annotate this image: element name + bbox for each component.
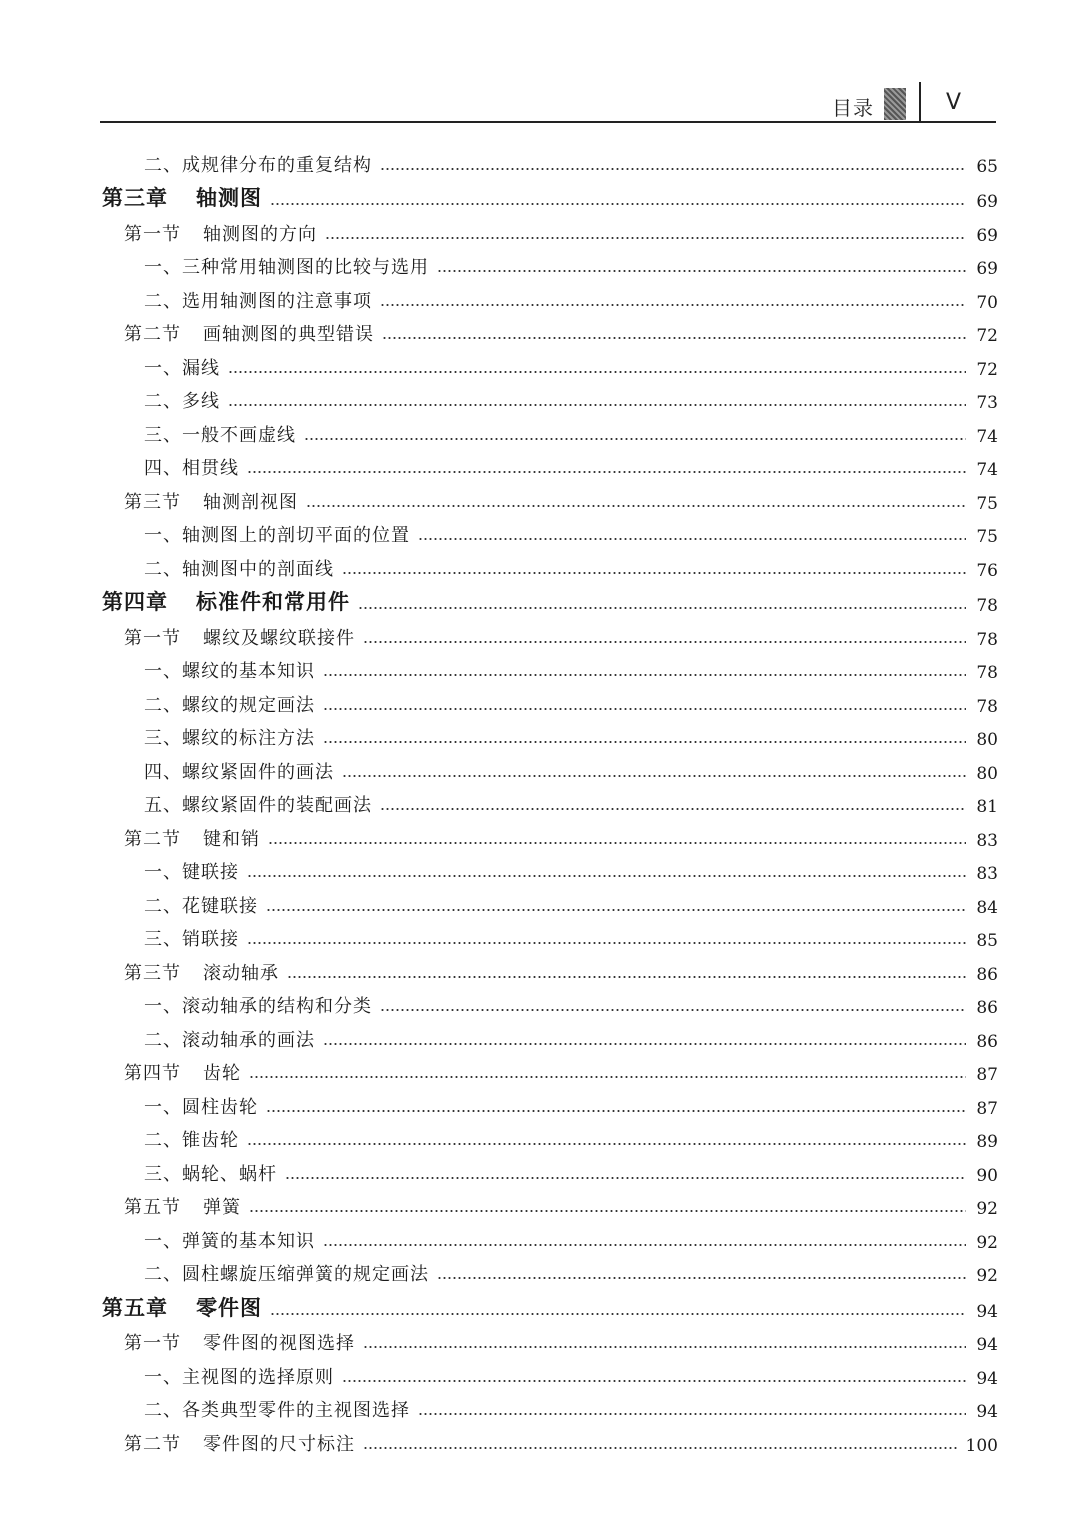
toc-entry-number: 第二节 xyxy=(124,324,181,345)
toc-page-number: 72 xyxy=(976,359,998,380)
toc-page-number: 74 xyxy=(976,426,998,447)
dot-leader xyxy=(358,605,966,611)
toc-entry-number: 第一节 xyxy=(124,1333,181,1354)
toc-entry-item[interactable] xyxy=(102,754,998,788)
toc-entry-label xyxy=(102,521,410,547)
header-divider xyxy=(919,82,921,122)
toc-entry-label xyxy=(102,724,315,750)
dot-leader xyxy=(380,806,966,812)
toc-entry-section[interactable] xyxy=(102,1326,998,1360)
toc-page-number: 89 xyxy=(976,1132,998,1152)
toc-entry-title: 螺纹及螺纹联接件 xyxy=(203,627,355,649)
toc-entry-number: 二、 xyxy=(144,1029,182,1051)
toc-entry-title: 各类典型零件的主视图选择 xyxy=(182,1400,410,1421)
dot-leader xyxy=(247,1141,966,1147)
toc-page-number: 65 xyxy=(976,156,998,177)
dot-leader xyxy=(306,503,966,509)
toc-page-number: 78 xyxy=(976,596,998,616)
toc-entry-label xyxy=(102,421,296,447)
toc-entry-label xyxy=(102,624,355,650)
toc-entry-title: 螺纹的基本知识 xyxy=(182,661,315,682)
dot-leader xyxy=(323,1041,966,1047)
dot-leader xyxy=(270,1311,966,1317)
toc-entry-item[interactable] xyxy=(102,922,998,956)
toc-entry-title: 锥齿轮 xyxy=(182,1130,239,1151)
toc-page-number: 73 xyxy=(976,393,998,413)
toc-entry-label xyxy=(102,220,317,246)
toc-entry-item[interactable] xyxy=(102,687,998,721)
toc-entry-item[interactable] xyxy=(102,788,998,822)
toc-entry-number: 第五节 xyxy=(124,1197,181,1218)
toc-entry-number: 一、 xyxy=(144,1096,182,1118)
dot-leader xyxy=(287,974,966,980)
toc-page-number: 80 xyxy=(976,730,998,750)
toc-entry-label xyxy=(102,287,372,313)
toc-entry-label xyxy=(102,555,334,581)
header-rule xyxy=(100,121,996,123)
dot-leader xyxy=(380,166,966,172)
toc-entry-item[interactable] xyxy=(102,250,998,284)
toc-page-number: 83 xyxy=(976,830,998,851)
toc-entry-number: 第五章 xyxy=(102,1295,168,1320)
dot-leader xyxy=(268,840,966,846)
toc-page-number: 92 xyxy=(976,1232,998,1253)
toc-entry-title: 多线 xyxy=(182,391,220,412)
toc-entry-title: 零件图 xyxy=(196,1295,262,1320)
toc-entry-number: 第三节 xyxy=(124,962,181,984)
toc-entry-section[interactable] xyxy=(102,317,998,351)
toc-page-number: 74 xyxy=(976,460,998,480)
toc-entry-title: 轴测剖视图 xyxy=(203,491,298,513)
dot-leader xyxy=(380,302,966,308)
toc-entry-title: 轴测图的方向 xyxy=(203,223,317,245)
toc-entry-title: 圆柱螺旋压缩弹簧的规定画法 xyxy=(182,1264,429,1285)
dot-leader xyxy=(304,436,966,442)
toc-entry-title: 键联接 xyxy=(182,862,239,883)
toc-page-number: 75 xyxy=(976,493,998,514)
toc-entry-item[interactable] xyxy=(102,1359,998,1393)
toc-entry-title: 标准件和常用件 xyxy=(196,590,350,614)
toc-entry-title: 销联接 xyxy=(182,929,239,950)
dot-leader xyxy=(247,469,966,475)
toc-entry-label xyxy=(102,1160,277,1186)
dot-leader xyxy=(247,940,966,946)
toc-entry-label xyxy=(102,586,350,616)
toc-entry-title: 主视图的选择原则 xyxy=(182,1366,334,1388)
toc-entry-number: 五、 xyxy=(144,795,182,816)
toc-entry-chapter[interactable] xyxy=(102,1290,998,1326)
toc-page-number: 100 xyxy=(965,1435,998,1456)
toc-entry-section[interactable] xyxy=(102,484,998,518)
toc-entry-number: 二、 xyxy=(144,694,182,716)
toc-entry-title: 蜗轮、蜗杆 xyxy=(182,1163,277,1185)
toc-entry-item[interactable] xyxy=(102,417,998,451)
toc-entry-chapter[interactable] xyxy=(102,585,998,621)
dot-leader xyxy=(266,1108,966,1114)
toc-entry-chapter[interactable] xyxy=(102,181,998,217)
toc-page-number: 78 xyxy=(976,663,998,683)
toc-entry-label xyxy=(102,1430,355,1456)
dot-leader xyxy=(382,335,966,341)
toc-page-number: 92 xyxy=(976,1199,998,1219)
toc-entry-title: 圆柱齿轮 xyxy=(182,1096,258,1118)
toc-entry-number: 一、 xyxy=(144,357,182,379)
toc-entry-number: 一、 xyxy=(144,525,182,546)
toc-entry-number: 一、 xyxy=(144,996,182,1017)
dot-leader xyxy=(418,1411,966,1417)
toc-entry-label xyxy=(102,1329,355,1355)
toc-page-number: 76 xyxy=(976,560,998,581)
toc-entry-title: 滚动轴承的画法 xyxy=(182,1029,315,1051)
toc-entry-title: 零件图的尺寸标注 xyxy=(203,1433,355,1455)
dot-leader xyxy=(418,536,966,542)
toc-entry-label xyxy=(102,1260,429,1286)
table-of-contents xyxy=(102,147,998,1460)
toc-entry-section[interactable] xyxy=(102,1056,998,1090)
toc-entry-title: 螺纹的规定画法 xyxy=(182,694,315,716)
toc-page-number: 92 xyxy=(976,1266,998,1286)
toc-page-number: 80 xyxy=(976,763,998,784)
dot-leader xyxy=(437,268,966,274)
toc-entry-label xyxy=(102,758,334,784)
toc-entry-item[interactable] xyxy=(102,551,998,585)
toc-entry-title: 轴测图 xyxy=(196,186,262,210)
toc-entry-label xyxy=(102,182,262,212)
toc-page-number: 75 xyxy=(976,527,998,547)
dot-leader xyxy=(228,402,966,408)
toc-entry-title: 零件图的视图选择 xyxy=(203,1333,355,1354)
toc-page-number: 86 xyxy=(976,998,998,1018)
dot-leader xyxy=(363,1445,958,1451)
toc-entry-label xyxy=(102,253,429,279)
dot-leader xyxy=(323,672,966,678)
header-decoration-block xyxy=(884,88,906,120)
toc-entry-label xyxy=(102,320,374,346)
dot-leader xyxy=(363,639,966,645)
toc-entry-number: 第四节 xyxy=(124,1063,181,1084)
dot-leader xyxy=(323,706,966,712)
toc-entry-number: 三、 xyxy=(144,728,182,749)
toc-entry-item[interactable] xyxy=(102,1089,998,1123)
toc-page-number: 86 xyxy=(976,1031,998,1052)
toc-page-number: 69 xyxy=(976,225,998,246)
toc-entry-number: 二、 xyxy=(144,1264,182,1285)
toc-entry-title: 画轴测图的典型错误 xyxy=(203,324,374,345)
dot-leader xyxy=(323,739,966,745)
toc-entry-title: 弹簧 xyxy=(203,1197,241,1218)
dot-leader xyxy=(342,570,966,576)
toc-entry-item[interactable] xyxy=(102,147,998,181)
toc-page-number: 70 xyxy=(976,292,998,313)
toc-page-number: 87 xyxy=(976,1098,998,1119)
dot-leader xyxy=(437,1275,966,1281)
toc-entry-title: 漏线 xyxy=(182,357,220,379)
toc-page-number: 78 xyxy=(976,629,998,650)
toc-entry-title: 滚动轴承的结构和分类 xyxy=(182,996,372,1017)
toc-entry-item[interactable] xyxy=(102,283,998,317)
toc-entry-title: 螺纹紧固件的画法 xyxy=(182,761,334,783)
toc-entry-number: 第二节 xyxy=(124,828,181,850)
toc-entry-label xyxy=(102,454,239,480)
page-header xyxy=(0,0,1080,130)
toc-page-number: 94 xyxy=(976,1368,998,1389)
toc-page-number: 86 xyxy=(976,964,998,985)
toc-page-number: 90 xyxy=(976,1165,998,1186)
toc-entry-number: 二、 xyxy=(144,154,182,176)
toc-page-number: 87 xyxy=(976,1065,998,1085)
toc-page-number: 84 xyxy=(976,897,998,918)
toc-entry-section[interactable] xyxy=(102,955,998,989)
toc-entry-item[interactable] xyxy=(102,350,998,384)
toc-entry-label xyxy=(102,1193,241,1219)
toc-entry-item[interactable] xyxy=(102,1123,998,1157)
dot-leader xyxy=(380,1007,966,1013)
toc-entry-label xyxy=(102,858,239,884)
toc-entry-section[interactable] xyxy=(102,1426,998,1460)
dot-leader xyxy=(363,1344,966,1350)
page-number: V xyxy=(946,90,962,115)
toc-entry-item[interactable] xyxy=(102,721,998,755)
toc-entry-label xyxy=(102,791,372,817)
dot-leader xyxy=(325,235,966,241)
dot-leader xyxy=(323,1242,966,1248)
toc-entry-item[interactable] xyxy=(102,989,998,1023)
dot-leader xyxy=(266,907,966,913)
toc-entry-label xyxy=(102,925,239,951)
toc-page-number: 72 xyxy=(976,326,998,346)
toc-entry-label xyxy=(102,1026,315,1052)
toc-page-number: 85 xyxy=(976,931,998,951)
toc-entry-title: 弹簧的基本知识 xyxy=(182,1230,315,1252)
toc-entry-title: 三种常用轴测图的比较与选用 xyxy=(182,257,429,278)
toc-entry-item[interactable] xyxy=(102,451,998,485)
toc-entry-item[interactable] xyxy=(102,1257,998,1291)
toc-entry-label xyxy=(102,1059,241,1085)
toc-entry-label xyxy=(102,992,372,1018)
toc-entry-number: 三、 xyxy=(144,424,182,446)
dot-leader xyxy=(247,873,966,879)
toc-page-number: 69 xyxy=(976,192,998,212)
toc-entry-section[interactable] xyxy=(102,216,998,250)
toc-page-number: 94 xyxy=(976,1402,998,1422)
toc-entry-label xyxy=(102,387,220,413)
toc-entry-title: 滚动轴承 xyxy=(203,962,279,984)
toc-entry-number: 四、 xyxy=(144,761,182,783)
toc-entry-number: 一、 xyxy=(144,661,182,682)
toc-entry-item[interactable] xyxy=(102,518,998,552)
toc-entry-number: 一、 xyxy=(144,1230,182,1252)
toc-entry-number: 第三节 xyxy=(124,491,181,513)
toc-entry-number: 一、 xyxy=(144,257,182,278)
toc-entry-number: 二、 xyxy=(144,1130,182,1151)
toc-entry-title: 轴测图上的剖切平面的位置 xyxy=(182,525,410,546)
toc-entry-title: 一般不画虚线 xyxy=(182,424,296,446)
toc-entry-label xyxy=(102,354,220,380)
toc-entry-number: 第三章 xyxy=(102,186,168,210)
toc-entry-number: 四、 xyxy=(144,458,182,479)
dot-leader xyxy=(249,1074,966,1080)
toc-entry-label xyxy=(102,1126,239,1152)
toc-entry-label xyxy=(102,1363,334,1389)
toc-entry-item[interactable] xyxy=(102,1393,998,1427)
toc-entry-number: 第四章 xyxy=(102,590,168,614)
dot-leader xyxy=(285,1175,966,1181)
toc-entry-number: 二、 xyxy=(144,1400,182,1421)
toc-page-number: 94 xyxy=(976,1301,998,1322)
toc-entry-number: 二、 xyxy=(144,895,182,917)
toc-entry-label xyxy=(102,892,258,918)
toc-entry-number: 第一节 xyxy=(124,627,181,649)
toc-entry-number: 一、 xyxy=(144,1366,182,1388)
toc-entry-section[interactable] xyxy=(102,1190,998,1224)
toc-entry-label xyxy=(102,657,315,683)
toc-entry-title: 成规律分布的重复结构 xyxy=(182,154,372,176)
toc-entry-section[interactable] xyxy=(102,821,998,855)
toc-entry-title: 选用轴测图的注意事项 xyxy=(182,290,372,312)
dot-leader xyxy=(249,1208,966,1214)
running-head-title: 目录 xyxy=(832,96,874,120)
toc-entry-section[interactable] xyxy=(102,620,998,654)
toc-entry-label xyxy=(102,1396,410,1422)
toc-entry-number: 二、 xyxy=(144,290,182,312)
toc-page-number: 69 xyxy=(976,259,998,279)
toc-entry-label xyxy=(102,1093,258,1119)
toc-entry-title: 键和销 xyxy=(203,828,260,850)
toc-entry-label xyxy=(102,825,260,851)
toc-entry-title: 相贯线 xyxy=(182,458,239,479)
toc-page-number: 94 xyxy=(976,1335,998,1355)
toc-entry-item[interactable] xyxy=(102,1156,998,1190)
toc-entry-title: 齿轮 xyxy=(203,1063,241,1084)
toc-entry-number: 三、 xyxy=(144,1163,182,1185)
toc-entry-number: 一、 xyxy=(144,862,182,883)
toc-entry-item[interactable] xyxy=(102,855,998,889)
toc-entry-label xyxy=(102,151,372,177)
toc-entry-label xyxy=(102,1292,262,1322)
toc-entry-item[interactable] xyxy=(102,384,998,418)
toc-entry-label xyxy=(102,959,279,985)
toc-entry-number: 第一节 xyxy=(124,223,181,245)
toc-entry-title: 花键联接 xyxy=(182,895,258,917)
toc-entry-label xyxy=(102,488,298,514)
dot-leader xyxy=(342,1378,966,1384)
toc-entry-title: 螺纹紧固件的装配画法 xyxy=(182,795,372,816)
toc-page-number: 78 xyxy=(976,696,998,717)
toc-entry-number: 第二节 xyxy=(124,1433,181,1455)
toc-entry-title: 螺纹的标注方法 xyxy=(182,728,315,749)
toc-entry-title: 轴测图中的剖面线 xyxy=(182,558,334,580)
toc-entry-item[interactable] xyxy=(102,888,998,922)
dot-leader xyxy=(270,201,966,207)
toc-entry-item[interactable] xyxy=(102,1022,998,1056)
dot-leader xyxy=(342,773,966,779)
toc-page-number: 81 xyxy=(976,797,998,817)
toc-entry-number: 二、 xyxy=(144,558,182,580)
toc-entry-label xyxy=(102,691,315,717)
toc-entry-number: 二、 xyxy=(144,391,182,412)
toc-entry-label xyxy=(102,1227,315,1253)
toc-entry-number: 三、 xyxy=(144,929,182,950)
toc-page-number: 83 xyxy=(976,864,998,884)
toc-entry-item[interactable] xyxy=(102,654,998,688)
toc-entry-item[interactable] xyxy=(102,1223,998,1257)
dot-leader xyxy=(228,369,966,375)
